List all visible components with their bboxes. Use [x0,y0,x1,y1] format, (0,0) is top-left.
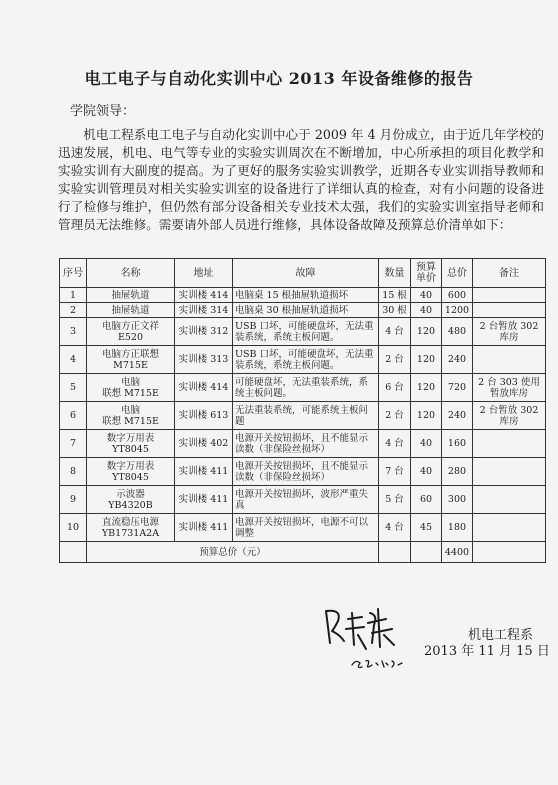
col-header-addr: 地址 [175,259,233,288]
cell-no: 5 [60,374,87,402]
cell-unit: 120 [411,402,442,430]
cell-total: 240 [442,346,473,374]
cell-unit: 120 [411,318,442,346]
cell-name: 数字万用表 YT8045 [87,458,175,486]
table-row [60,374,546,402]
cell-note [473,288,546,303]
col-header-total: 总价 [442,259,473,288]
cell-qty: 4 台 [379,318,411,346]
table-row [60,318,546,346]
cell-addr: 实训楼 411 [175,458,233,486]
table-row [60,430,546,458]
cell-qty: 15 根 [379,288,411,303]
cell-fault: 电源开关按钮损坏，且不能显示读数（非保险丝损坏） [233,458,379,486]
cell-note: 2 台暂放 302 库房 [473,318,546,346]
table-row [60,402,546,430]
cell-note [473,346,546,374]
cell-note [473,458,546,486]
cell-note [473,303,546,318]
cell-name: 抽屉轨道 [87,303,175,318]
cell-fault: 电源开关按钮损坏，电源不可以调整 [233,514,379,542]
cell-no: 1 [60,288,87,303]
cell-note: 2 台暂放 302 库房 [473,402,546,430]
cell-qty: 30 根 [379,303,411,318]
cell-name: 电脑 联想 M715E [87,402,175,430]
salutation: 学院领导： [70,104,136,119]
col-header-unit-price: 预算 单价 [411,259,442,288]
cell-total: 1200 [442,303,473,318]
cell-unit: 60 [411,486,442,514]
cell-total: 180 [442,514,473,542]
cell-fault: 电源开关按钮损坏，波形严重失真 [233,486,379,514]
cell-addr: 实训楼 414 [175,374,233,402]
table-row [60,288,546,303]
cell-note [473,486,546,514]
table-row [60,458,546,486]
cell-fault: 无法重装系统，可能系统主板问题 [233,402,379,430]
col-header-name: 名称 [87,259,175,288]
cell-total: 280 [442,458,473,486]
cell-addr: 实训楼 313 [175,346,233,374]
cell-fault: 电脑桌 30 根抽屉轨道损坏 [233,303,379,318]
cell-name: 电脑方正联想 M715E [87,346,175,374]
cell-unit: 120 [411,374,442,402]
cell-addr: 实训楼 411 [175,514,233,542]
cell-no: 2 [60,303,87,318]
cell-qty: 5 台 [379,486,411,514]
cell-name: 电脑 联想 M715E [87,374,175,402]
cell-unit: 40 [411,430,442,458]
cell-no: 8 [60,458,87,486]
table-total-row [60,542,546,563]
cell-fault: USB 口坏，可能硬盘坏，无法重装系统，系统主板问题。 [233,346,379,374]
cell-qty: 6 台 [379,374,411,402]
cell-qty: 7 台 [379,458,411,486]
cell-addr: 实训楼 411 [175,486,233,514]
cell-name: 数字万用表 YT8045 [87,430,175,458]
cell-note [473,430,546,458]
col-header-fault: 故障 [233,259,379,288]
cell-total: 720 [442,374,473,402]
cell-no: 3 [60,318,87,346]
cell-name: 抽屉轨道 [87,288,175,303]
cell-unit: 45 [411,514,442,542]
table-header-row [60,259,546,288]
cell-no: 7 [60,430,87,458]
cell-addr: 实训楼 414 [175,288,233,303]
report-date: 2013 年 11 月 15 日 [424,644,550,659]
cell-note [473,514,546,542]
table-row [60,486,546,514]
department-name: 机电工程系 [468,628,534,643]
table-row [60,514,546,542]
report-body: 机电工程系电工电子与自动化实训中心于 2009 年 4 月份成立，由于近几年学校的迅速发展，机电、电气等专业的实验实训周次在不断增加，中心所承担的项目化教学和实验实训有大副度的提高。为了更好的服务实验实训教学，近期各专业实训指导教师和实验实训管理员对相关实验实训室的设备进行了详细认真的检查，对有小问题的设备进行了检修与维护，但仍然有部分设备相关专业技术太强，我们的实验实训室指导老师和管理员无法维修。需要请外部人员进行维修，具体设备故障及预算总价清单如下： [58,127,544,232]
cell-total: 160 [442,430,473,458]
cell-addr: 实训楼 613 [175,402,233,430]
table-row [60,346,546,374]
fault-table [59,258,546,563]
table-row [60,303,546,318]
cell-total: 600 [442,288,473,303]
cell-total: 300 [442,486,473,514]
cell-unit: 120 [411,346,442,374]
col-header-no: 序号 [60,259,87,288]
cell-unit: 40 [411,458,442,486]
cell-fault: 可能硬盘坏，无法重装系统，系统主板问题。 [233,374,379,402]
cell-total: 240 [442,402,473,430]
cell-fault: 电脑桌 15 根抽屉轨道损坏 [233,288,379,303]
cell-unit: 40 [411,288,442,303]
cell-name: 直流稳压电源 YB1731A2A [87,514,175,542]
cell-no: 4 [60,346,87,374]
cell-addr: 实训楼 402 [175,430,233,458]
cell-qty: 2 台 [379,402,411,430]
cell-name: 示波器 YB4320B [87,486,175,514]
cell-fault: USB 口坏，可能硬盘坏，无法重装系统，系统主板问题。 [233,318,379,346]
cell-name: 电脑方正文祥 E520 [87,318,175,346]
cell-unit: 40 [411,303,442,318]
handwritten-signature [322,605,412,675]
total-label: 预算总价（元） [87,542,379,563]
report-title: 电工电子与自动化实训中心 2013 年设备维修的报告 [84,69,474,88]
col-header-note: 备注 [473,259,546,288]
cell-fault: 电源开关按钮损坏，且不能显示读数（非保险丝损坏） [233,430,379,458]
col-header-qty: 数量 [379,259,411,288]
cell-addr: 实训楼 312 [175,318,233,346]
cell-qty: 2 台 [379,346,411,374]
cell-qty: 4 台 [379,514,411,542]
cell-no: 6 [60,402,87,430]
cell-qty: 4 台 [379,430,411,458]
cell-addr: 实训楼 314 [175,303,233,318]
cell-note: 2 台 303 使用暂放库房 [473,374,546,402]
total-value: 4400 [442,542,473,563]
cell-no: 10 [60,514,87,542]
cell-no: 9 [60,486,87,514]
cell-total: 480 [442,318,473,346]
